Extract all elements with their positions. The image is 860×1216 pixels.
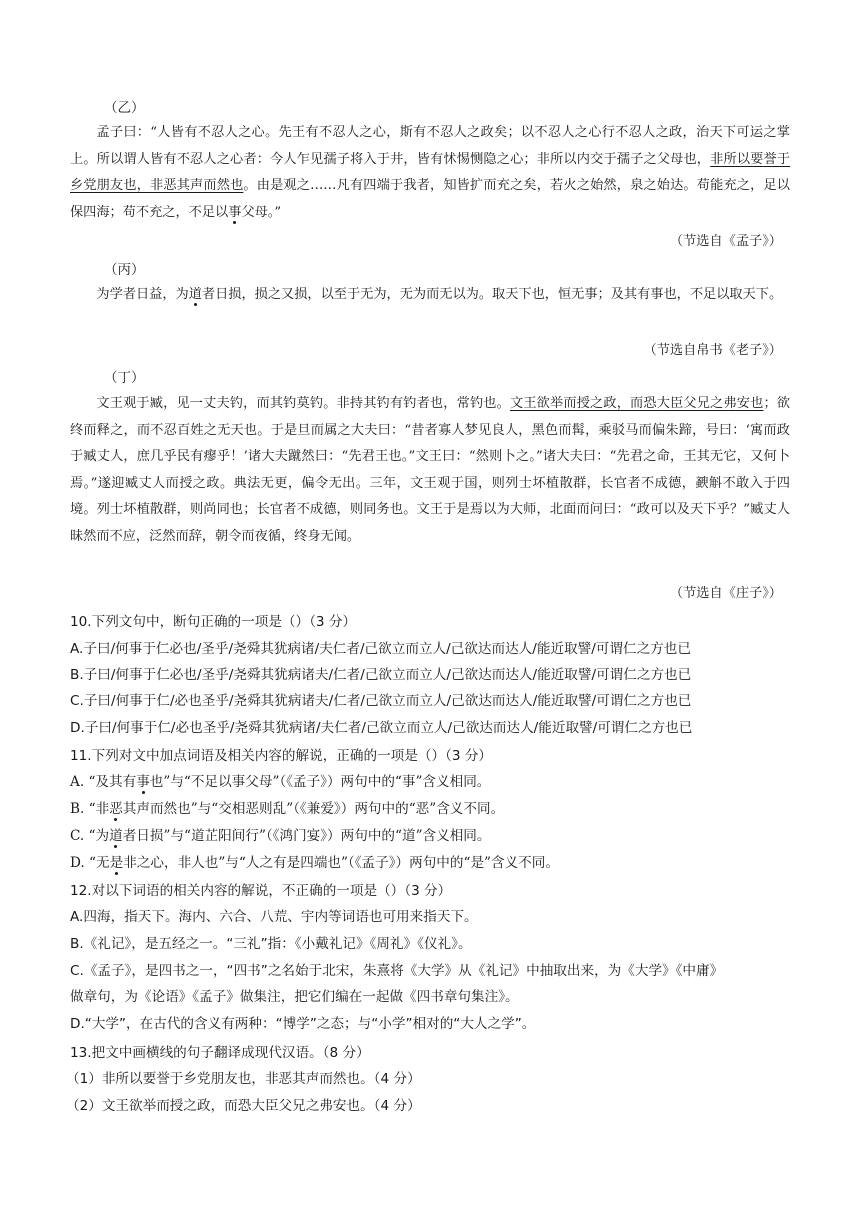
dotted-char: 事 xyxy=(136,774,150,790)
question-12-option-c: C.《孟子》，是四书之一，“四书”之名始于北宋，朱熹将《大学》从《礼记》中抽取出来，为《大学》《中庸》 xyxy=(70,963,724,979)
question-12-option-b: B.《礼记》，是五经之一。“三礼”指：《小戴礼记》《周礼》《仪礼》。 xyxy=(70,936,472,952)
passage-bing-text: 为学者日益，为道者日损，损之又损，以至于无为，无为而无以为。取天下也，恒无事；及其有事也，不足以取天下。 xyxy=(96,287,783,302)
question-10-stem: 10.下列文句中，断句正确的一项是（）（3 分） xyxy=(70,614,357,630)
question-13-item-1: （1）非所以要誉于乡党朋友也，非恶其声而然也。（4 分） xyxy=(66,1071,421,1087)
passage-yi-heading: （乙） xyxy=(104,100,145,116)
question-10-option-b: B.子曰/何事于仁必也/圣乎/尧舜其犹病诸夫/仁者/己欲立而立人/己欲达而达人/能近取譬/可谓仁之方也已 xyxy=(70,667,692,683)
passage-ding-underlined-sentence: 文王欲举而授之政，而恐大臣父兄之弗安也 xyxy=(509,396,764,411)
question-10-option-d: D.子曰/何事于仁/必也圣乎/尧舜其犹病诸/夫仁者/己欲立而立人/己欲达而达人/能近取譬/可谓仁之方也已 xyxy=(70,720,693,736)
passage-bing-heading: （丙） xyxy=(104,262,145,278)
question-11-option-a: A. “及其有事也”与“不足以事父母”（《孟子》）两句中的“事”含义相同。 xyxy=(70,774,491,790)
passage-yi-source: （节选自《孟子》） xyxy=(669,234,782,249)
question-12-option-a: A.四海，指天下。海内、六合、八荒、宇内等词语也可用来指天下。 xyxy=(70,909,478,925)
question-11-option-b: B. “非恶其声而然也”与“交相恶则乱”（《兼爱》）两句中的“恶”含义不同。 xyxy=(70,801,505,817)
question-10-option-a: A.子曰/何事于仁必也/圣乎/尧舜其犹病诸/夫仁者/己欲立而立人/己欲达而达人/能近取譬/可谓仁之方也已 xyxy=(70,641,691,657)
passage-ding-heading: （丁） xyxy=(104,370,145,386)
dotted-char: 事 xyxy=(228,204,242,220)
passage-yi-underlined-sentence: 非所以要誉于乡党朋友也，非恶其声而然也 xyxy=(70,151,791,193)
passage-bing-source: （节选自帛书《老子》） xyxy=(643,343,782,358)
passage-yi-text: 孟子曰：“人皆有不忍人之心。先王有不忍人之心，斯有不忍人之政矣；以不忍人之心行不忍人之政，治天下可运之掌上。所以谓人皆有不忍人之心者：今人乍见孺子将入于井，皆有怵惕恻隐之心；非所以内交于孺子之父母也，非所以要誉于乡党朋友也，非恶其声而然也。由是观之……凡有四端于我者，知皆扩而充之矣，若火之始然，泉之始达。苟能充之，足以保四海；苟不充之，不足以事父母。” xyxy=(70,125,791,220)
dotted-char: 道 xyxy=(188,287,202,302)
question-13-item-2: （2）文王欲举而授之政，而恐大臣父兄之弗安也。（4 分） xyxy=(66,1098,421,1114)
question-11-stem: 11.下列对文中加点词语及相关内容的解说，正确的一项是（）（3 分） xyxy=(70,748,493,764)
passage-ding-text: 文王观于臧，见一丈夫钓，而其钓莫钓。非持其钓有钓者也，常钓也。文王欲举而授之政，而恐大臣父兄之弗安也；欲终而释之，而不忍百姓之无天也。于是旦而属之大夫曰：“昔者寡人梦见良人，黑色而髯，乘驳马而偏朱蹄，号曰：‘寓而政于臧丈人，庶几乎民有瘳乎！’诸大夫蹴然曰：“先君王也。”文王曰：“然则卜之。”诸大夫曰：“先君之命，王其无它，又何卜焉。”遂迎臧丈人而授之政。典法无更，偏令无出。三年，文王观于国，则列士坏植散群，长官者不成德，斔斛不敢入于四境。列士坏植散群，则尚同也；长官者不成德，则同务也。文王于是焉以为大师，北面而问曰：“政可以及天下乎？”臧丈人昧然而不应，泛然而辞，朝令而夜循，终身无闻。 xyxy=(70,396,791,544)
question-12-stem: 12.对以下词语的相关内容的解说，不正确的一项是（）（3 分） xyxy=(70,883,452,899)
dotted-char: 恶 xyxy=(109,801,123,817)
dotted-char: 道 xyxy=(109,828,123,844)
passage-ding-source: （节选自《庄子》） xyxy=(669,586,782,601)
question-12-option-c-cont: 做章句，为《论语》《孟子》做集注，把它们编在一起做《四书章句集注》。 xyxy=(70,989,519,1005)
question-10-option-c: C.子曰/何事于仁/必也圣乎/尧舜其犹病诸夫/仁者/己欲立而立人/己欲达而达人/能近取譬/可谓仁之方也已 xyxy=(70,693,692,709)
question-11-option-d: D. “无是非之心，非人也”与“人之有是四端也”（《孟子》）两句中的“是”含义不同。 xyxy=(70,855,559,871)
question-11-option-c: C. “为道者日损”与“道芷阳间行”（《鸿门宴》）两句中的“道”含义相同。 xyxy=(70,828,491,844)
question-13-stem: 13.把文中画横线的句子翻译成现代汉语。（8 分） xyxy=(70,1045,370,1061)
question-12-option-d: D.“大学”，在古代的含义有两种：“博学”之态；与“小学”相对的“大人之学”。 xyxy=(70,1016,536,1032)
dotted-char: 是 xyxy=(109,855,124,871)
